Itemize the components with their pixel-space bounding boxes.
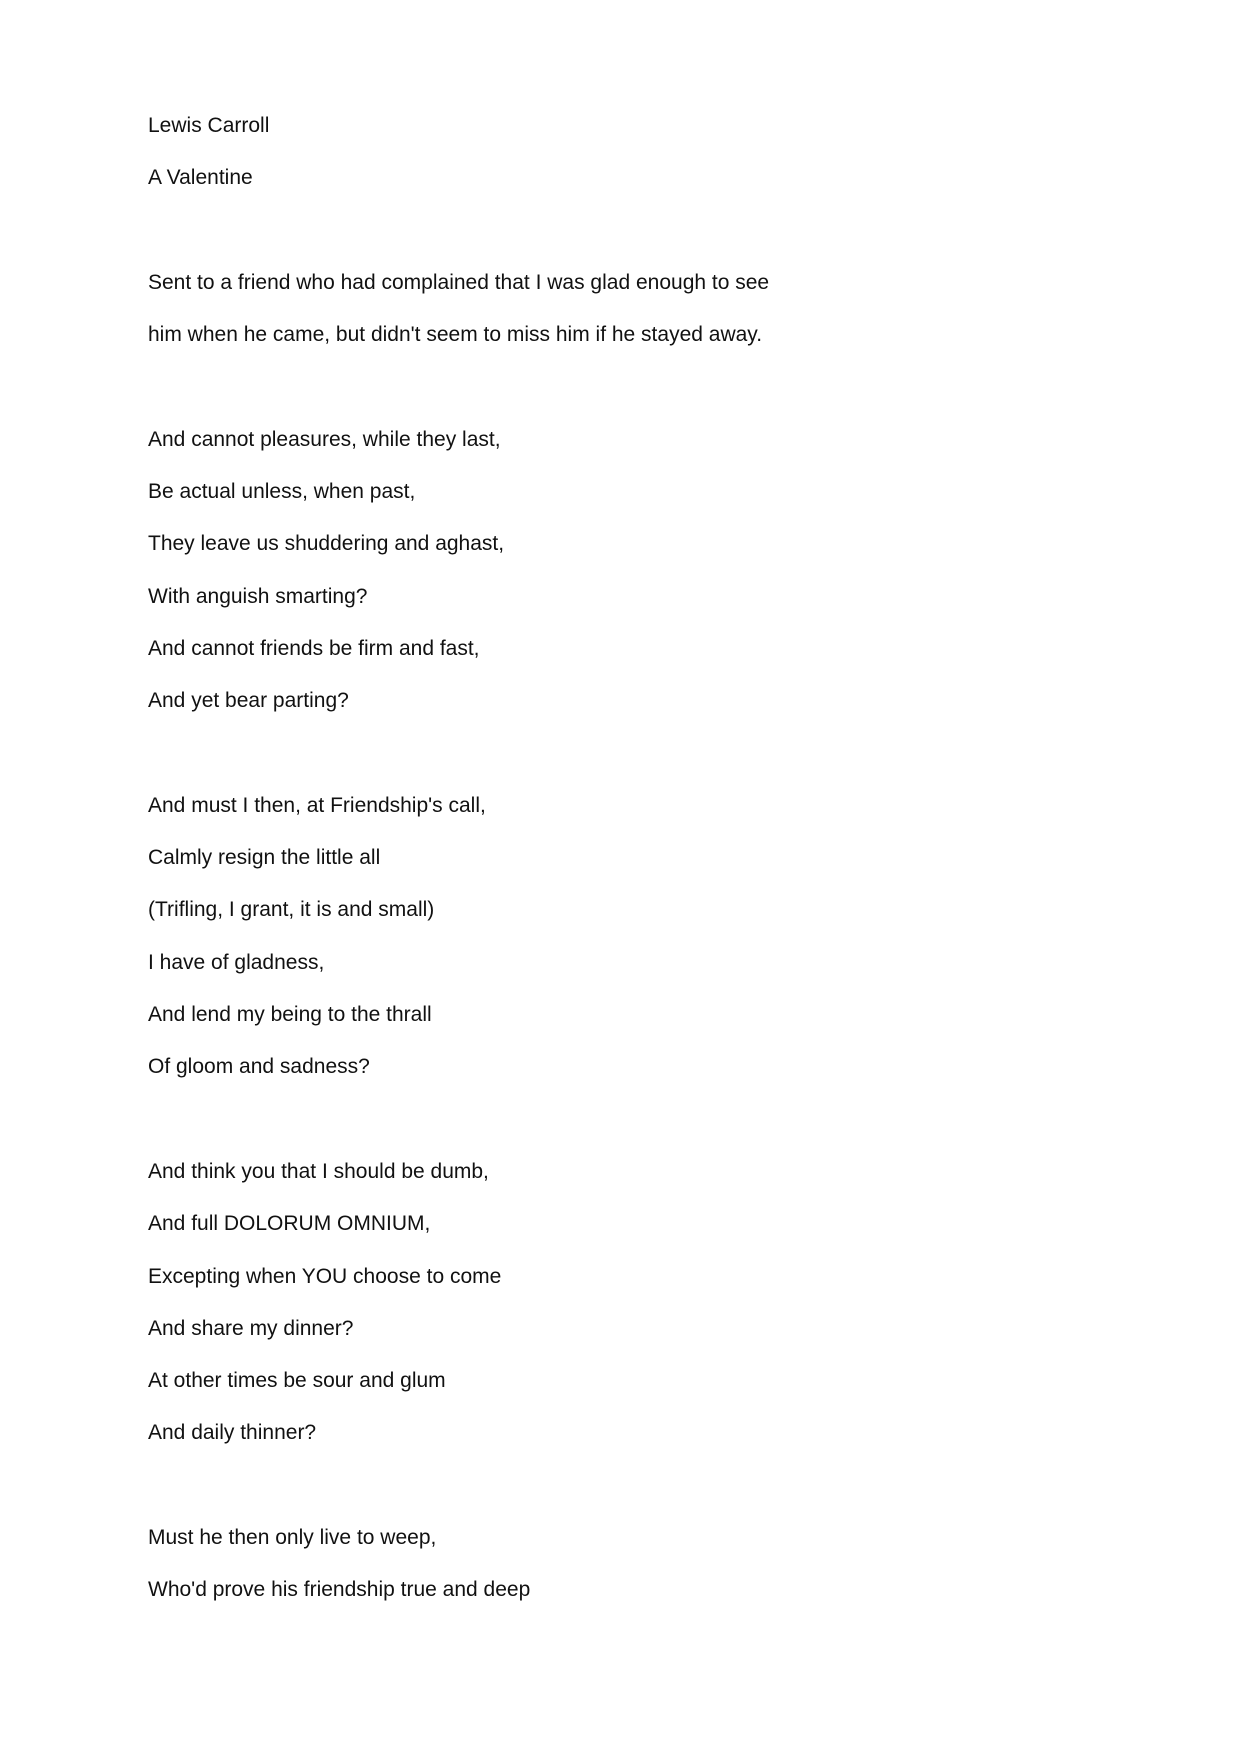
stanza-2-line-2: Calmly resign the little all: [148, 846, 381, 870]
stanza-4-line-2: Who'd prove his friendship true and deep: [148, 1578, 531, 1602]
blank-line: [148, 736, 1108, 788]
stanza-2-line-3: (Trifling, I grant, it is and small): [148, 898, 435, 922]
stanza-1-line-3: They leave us shuddering and aghast,: [148, 532, 505, 556]
poem-content: [148, 108, 1108, 1625]
stanza-4-line-1: Must he then only live to weep,: [148, 1526, 437, 1550]
preface-line: Sent to a friend who had complained that I was glad enough to see: [148, 270, 770, 294]
preface-line: him when he came, but didn't seem to miss him if he stayed away.: [148, 323, 763, 347]
stanza-1-line-4: With anguish smarting?: [148, 584, 368, 608]
stanza-3-line-5: At other times be sour and glum: [148, 1369, 446, 1393]
blank-line: [148, 1468, 1108, 1520]
stanza-3-line-2: And full DOLORUM OMNIUM,: [148, 1212, 431, 1236]
stanza-2-line-1: And must I then, at Friendship's call,: [148, 793, 486, 817]
stanza-3-line-4: And share my dinner?: [148, 1316, 354, 1340]
stanza-3-line-3: Excepting when YOU choose to come: [148, 1264, 502, 1288]
stanza-2-line-5: And lend my being to the thrall: [148, 1003, 432, 1027]
stanza-3-line-6: And daily thinner?: [148, 1421, 317, 1445]
stanza-3-line-1: And think you that I should be dumb,: [148, 1159, 489, 1183]
blank-line: [148, 213, 1108, 265]
stanza-1-line-2: Be actual unless, when past,: [148, 480, 416, 504]
stanza-2-line-4: I have of gladness,: [148, 950, 325, 974]
author-name: Lewis Carroll: [148, 114, 270, 137]
stanza-1-line-1: And cannot pleasures, while they last,: [148, 427, 501, 451]
stanza-1-line-5: And cannot friends be firm and fast,: [148, 636, 480, 660]
stanza-1-line-6: And yet bear parting?: [148, 689, 349, 713]
poem-title: A Valentine: [148, 166, 253, 190]
blank-line: [148, 1102, 1108, 1154]
blank-line: [148, 369, 1108, 421]
stanza-2-line-6: Of gloom and sadness?: [148, 1055, 370, 1079]
